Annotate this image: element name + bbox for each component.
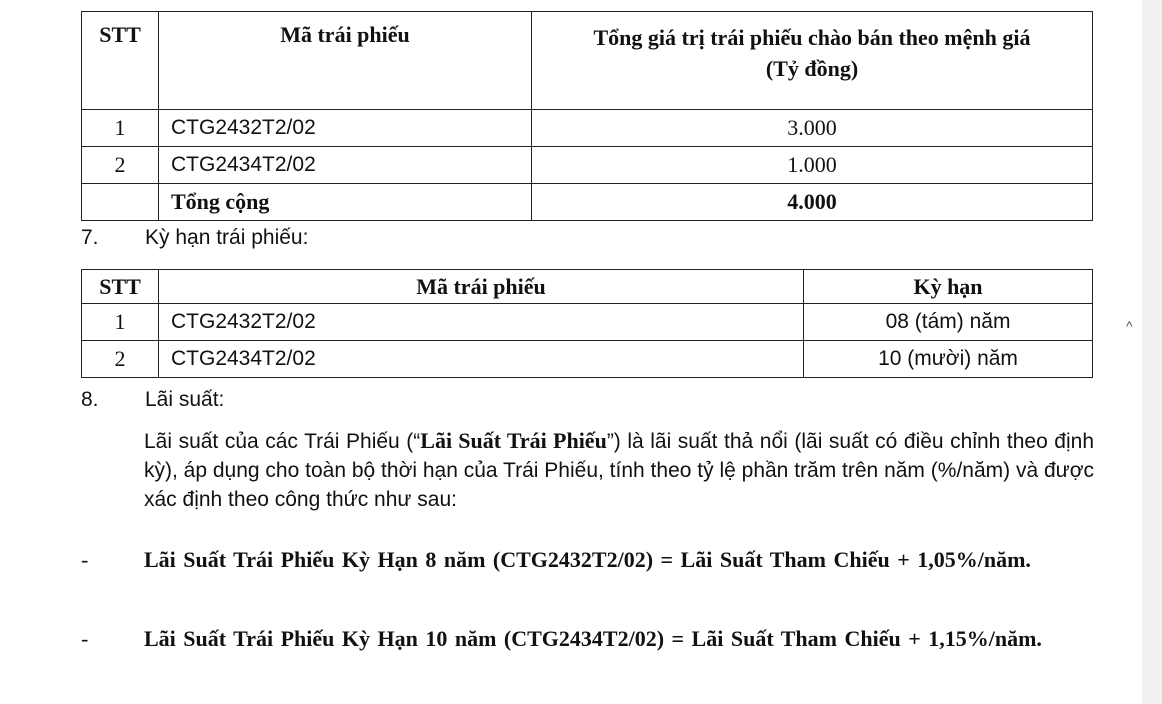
margin-mark: ^ <box>1126 318 1133 334</box>
cell-stt: 2 <box>82 147 159 184</box>
para-defined-term: Lãi Suất Trái Phiếu <box>420 428 607 453</box>
cell-bond-code: CTG2434T2/02 <box>159 147 532 184</box>
bond-term-table <box>81 269 1093 378</box>
section-title: Kỳ hạn trái phiếu: <box>145 226 309 249</box>
para-text-before: Lãi suất của các Trái Phiếu (“ <box>144 430 421 453</box>
bullet-dash: - <box>81 626 89 651</box>
bond-value-table <box>81 11 1093 221</box>
cell-term: 10 (mười) năm <box>804 341 1093 378</box>
section-number: 8. <box>81 388 99 411</box>
header-total-value <box>532 12 1093 110</box>
total-value: 4.000 <box>532 184 1093 221</box>
header-term: Kỳ hạn <box>804 270 1093 304</box>
total-label: Tổng cộng <box>159 184 532 221</box>
header-stt: STT <box>82 270 159 304</box>
section-number: 7. <box>81 226 99 249</box>
table-row <box>82 304 1093 341</box>
header-bond-code: Mã trái phiếu <box>159 270 804 304</box>
header-stt: STT <box>82 12 159 110</box>
table-header-row <box>82 270 1093 304</box>
header-bond-code: Mã trái phiếu <box>159 12 532 110</box>
table-row <box>82 341 1093 378</box>
cell-stt: 2 <box>82 341 159 378</box>
bullet-text: Lãi Suất Trái Phiếu Kỳ Hạn 8 năm (CTG2432T2/02) = Lãi Suất Tham Chiếu + 1,05%/năm. <box>144 547 1031 572</box>
section-7-heading <box>81 226 308 250</box>
section-title: Lãi suất: <box>145 388 225 411</box>
section-8-heading <box>81 388 224 412</box>
cell-value: 3.000 <box>532 110 1093 147</box>
interest-rate-paragraph <box>144 426 1094 514</box>
para-text-after: ”) là lãi suất thả nổi (lãi suất có điều chỉnh theo định kỳ), áp dụng cho toàn bộ thời hạn của Trái Phiếu, tính theo tỷ lệ phần trăm trên năm (%/năm) và được xác định theo công thức như sau: <box>144 430 1095 511</box>
cell-stt: 1 <box>82 110 159 147</box>
table-header-row <box>82 12 1093 110</box>
table-row <box>82 110 1093 147</box>
total-row <box>82 184 1093 221</box>
cell-empty <box>82 184 159 221</box>
cell-bond-code: CTG2434T2/02 <box>159 341 804 378</box>
cell-term: 08 (tám) năm <box>804 304 1093 341</box>
cell-bond-code: CTG2432T2/02 <box>159 110 532 147</box>
table-row <box>82 147 1093 184</box>
header-total-line1: Tổng giá trị trái phiếu chào bán theo mệnh giá <box>593 25 1031 50</box>
cell-bond-code: CTG2432T2/02 <box>159 304 804 341</box>
page-edge-shade <box>1142 0 1162 704</box>
bullet-dash: - <box>81 547 89 572</box>
cell-stt: 1 <box>82 304 159 341</box>
header-total-line2: (Tỷ đồng) <box>765 56 859 81</box>
bullet-text: Lãi Suất Trái Phiếu Kỳ Hạn 10 năm (CTG2434T2/02) = Lãi Suất Tham Chiếu + 1,15%/năm. <box>144 626 1042 651</box>
cell-value: 1.000 <box>532 147 1093 184</box>
